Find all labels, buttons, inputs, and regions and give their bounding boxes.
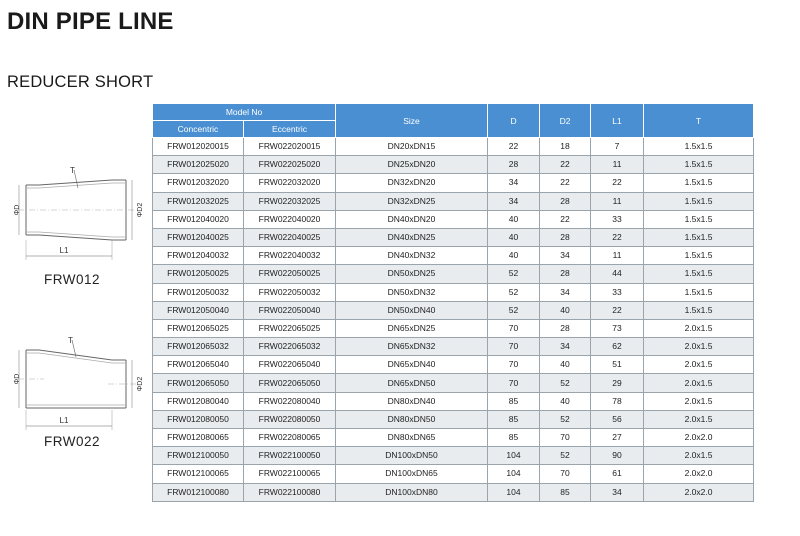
size-header: Size (336, 104, 488, 138)
cell-concentric: FRW012080065 (153, 429, 244, 447)
cell-d2: 70 (540, 465, 591, 483)
cell-size: DN65xDN25 (336, 319, 488, 337)
cell-concentric: FRW012050025 (153, 265, 244, 283)
l1-header: L1 (591, 104, 644, 138)
cell-eccentric: FRW022065040 (244, 356, 336, 374)
cell-eccentric: FRW022080065 (244, 429, 336, 447)
table-row (153, 465, 754, 483)
cell-d2: 52 (540, 447, 591, 465)
cell-t: 1.5x1.5 (644, 156, 754, 174)
cell-size: DN80xDN40 (336, 392, 488, 410)
cell-t: 2.0x1.5 (644, 338, 754, 356)
table-row (153, 338, 754, 356)
cell-l1: 34 (591, 483, 644, 501)
cell-l1: 61 (591, 465, 644, 483)
cell-size: DN80xDN65 (336, 429, 488, 447)
page-title: DIN PIPE LINE (7, 8, 174, 35)
length-label: L1 (59, 246, 69, 255)
cell-eccentric: FRW022050040 (244, 301, 336, 319)
cell-eccentric: FRW022065025 (244, 319, 336, 337)
cell-d2: 18 (540, 138, 591, 156)
cell-l1: 27 (591, 429, 644, 447)
cell-eccentric: FRW022100065 (244, 465, 336, 483)
cell-size: DN20xDN15 (336, 138, 488, 156)
cell-size: DN100xDN50 (336, 447, 488, 465)
cell-l1: 7 (591, 138, 644, 156)
cell-eccentric: FRW022050032 (244, 283, 336, 301)
cell-size: DN50xDN25 (336, 265, 488, 283)
cell-l1: 29 (591, 374, 644, 392)
cell-size: DN65xDN32 (336, 338, 488, 356)
cell-d2: 52 (540, 410, 591, 428)
eccentric-code-label: FRW022 (44, 434, 101, 449)
d2-header: D2 (540, 104, 591, 138)
cell-eccentric: FRW022080040 (244, 392, 336, 410)
cell-t: 1.5x1.5 (644, 247, 754, 265)
t-header: T (644, 104, 754, 138)
table-row (153, 429, 754, 447)
table-row (153, 247, 754, 265)
cell-t: 2.0x1.5 (644, 392, 754, 410)
cell-concentric: FRW012080040 (153, 392, 244, 410)
table-row (153, 156, 754, 174)
table-row (153, 210, 754, 228)
cell-concentric: FRW012100050 (153, 447, 244, 465)
cell-concentric: FRW012040020 (153, 210, 244, 228)
cell-t: 2.0x1.5 (644, 447, 754, 465)
cell-l1: 73 (591, 319, 644, 337)
diameter-label: ΦD (14, 373, 21, 385)
cell-size: DN50xDN32 (336, 283, 488, 301)
cell-d2: 28 (540, 265, 591, 283)
cell-size: DN65xDN50 (336, 374, 488, 392)
table-row (153, 356, 754, 374)
cell-d2: 85 (540, 483, 591, 501)
cell-concentric: FRW012080050 (153, 410, 244, 428)
diameter-2-label: ΦD2 (137, 376, 144, 392)
d-header: D (488, 104, 540, 138)
cell-l1: 78 (591, 392, 644, 410)
cell-d: 40 (488, 247, 540, 265)
table-row (153, 174, 754, 192)
cell-concentric: FRW012050040 (153, 301, 244, 319)
cell-d2: 28 (540, 228, 591, 246)
cell-d: 40 (488, 210, 540, 228)
cell-d: 104 (488, 447, 540, 465)
table-row (153, 301, 754, 319)
cell-size: DN65xDN40 (336, 356, 488, 374)
cell-eccentric: FRW022020015 (244, 138, 336, 156)
cell-eccentric: FRW022100080 (244, 483, 336, 501)
cell-t: 2.0x2.0 (644, 465, 754, 483)
cell-l1: 22 (591, 174, 644, 192)
cell-d: 52 (488, 265, 540, 283)
cell-t: 2.0x1.5 (644, 374, 754, 392)
table-row (153, 483, 754, 501)
cell-d2: 34 (540, 338, 591, 356)
cell-eccentric: FRW022065050 (244, 374, 336, 392)
cell-concentric: FRW012050032 (153, 283, 244, 301)
cell-t: 2.0x2.0 (644, 429, 754, 447)
length-label: L1 (59, 416, 69, 425)
cell-d2: 34 (540, 283, 591, 301)
cell-size: DN40xDN20 (336, 210, 488, 228)
cell-t: 2.0x1.5 (644, 410, 754, 428)
cell-concentric: FRW012032025 (153, 192, 244, 210)
cell-d: 70 (488, 319, 540, 337)
concentric-header: Concentric (153, 121, 244, 138)
cell-d2: 40 (540, 301, 591, 319)
cell-size: DN32xDN20 (336, 174, 488, 192)
cell-eccentric: FRW022065032 (244, 338, 336, 356)
cell-t: 1.5x1.5 (644, 174, 754, 192)
cell-d: 104 (488, 483, 540, 501)
cell-d: 70 (488, 374, 540, 392)
cell-d: 22 (488, 138, 540, 156)
cell-l1: 56 (591, 410, 644, 428)
eccentric-header: Eccentric (244, 121, 336, 138)
table-row (153, 447, 754, 465)
cell-l1: 22 (591, 301, 644, 319)
cell-concentric: FRW012040032 (153, 247, 244, 265)
cell-concentric: FRW012065025 (153, 319, 244, 337)
cell-d2: 28 (540, 319, 591, 337)
cell-d: 70 (488, 356, 540, 374)
section-subtitle: REDUCER SHORT (7, 73, 154, 91)
cell-l1: 33 (591, 283, 644, 301)
cell-eccentric: FRW022050025 (244, 265, 336, 283)
cell-d: 34 (488, 174, 540, 192)
table-row (153, 374, 754, 392)
cell-t: 1.5x1.5 (644, 192, 754, 210)
cell-eccentric: FRW022032020 (244, 174, 336, 192)
cell-eccentric: FRW022100050 (244, 447, 336, 465)
table-row (153, 265, 754, 283)
model-no-header: Model No (153, 104, 336, 121)
table-row (153, 410, 754, 428)
thickness-label: T (70, 166, 75, 175)
cell-d2: 28 (540, 192, 591, 210)
cell-t: 1.5x1.5 (644, 265, 754, 283)
cell-eccentric: FRW022032025 (244, 192, 336, 210)
cell-d: 52 (488, 301, 540, 319)
cell-t: 1.5x1.5 (644, 283, 754, 301)
cell-concentric: FRW012100080 (153, 483, 244, 501)
cell-t: 1.5x1.5 (644, 138, 754, 156)
cell-eccentric: FRW022025020 (244, 156, 336, 174)
cell-concentric: FRW012065032 (153, 338, 244, 356)
cell-d2: 22 (540, 210, 591, 228)
cell-eccentric: FRW022040025 (244, 228, 336, 246)
reducer-spec-table (152, 103, 754, 502)
table-row (153, 228, 754, 246)
cell-t: 2.0x1.5 (644, 356, 754, 374)
diameter-2-label: ΦD2 (137, 202, 144, 218)
concentric-reducer-drawing (4, 160, 144, 260)
cell-d: 34 (488, 192, 540, 210)
cell-concentric: FRW012100065 (153, 465, 244, 483)
cell-size: DN32xDN25 (336, 192, 488, 210)
cell-t: 2.0x1.5 (644, 319, 754, 337)
table-row (153, 138, 754, 156)
cell-l1: 90 (591, 447, 644, 465)
cell-concentric: FRW012020015 (153, 138, 244, 156)
cell-size: DN100xDN65 (336, 465, 488, 483)
cell-eccentric: FRW022040020 (244, 210, 336, 228)
cell-d: 85 (488, 392, 540, 410)
cell-d: 85 (488, 410, 540, 428)
cell-l1: 22 (591, 228, 644, 246)
cell-d2: 40 (540, 392, 591, 410)
cell-eccentric: FRW022080050 (244, 410, 336, 428)
cell-eccentric: FRW022040032 (244, 247, 336, 265)
cell-d: 52 (488, 283, 540, 301)
table-row (153, 283, 754, 301)
cell-size: DN100xDN80 (336, 483, 488, 501)
cell-size: DN50xDN40 (336, 301, 488, 319)
cell-l1: 11 (591, 192, 644, 210)
cell-d: 85 (488, 429, 540, 447)
cell-d: 104 (488, 465, 540, 483)
cell-size: DN40xDN32 (336, 247, 488, 265)
cell-d: 28 (488, 156, 540, 174)
cell-l1: 51 (591, 356, 644, 374)
cell-l1: 33 (591, 210, 644, 228)
cell-l1: 62 (591, 338, 644, 356)
cell-concentric: FRW012065050 (153, 374, 244, 392)
diameter-label: ΦD (14, 204, 21, 216)
cell-d2: 70 (540, 429, 591, 447)
table-row (153, 192, 754, 210)
cell-concentric: FRW012025020 (153, 156, 244, 174)
table-row (153, 319, 754, 337)
cell-d: 40 (488, 228, 540, 246)
cell-concentric: FRW012032020 (153, 174, 244, 192)
cell-l1: 44 (591, 265, 644, 283)
thickness-label: T (68, 336, 73, 345)
concentric-code-label: FRW012 (44, 272, 101, 287)
cell-concentric: FRW012065040 (153, 356, 244, 374)
table-row (153, 392, 754, 410)
cell-t: 1.5x1.5 (644, 228, 754, 246)
cell-t: 1.5x1.5 (644, 210, 754, 228)
cell-d2: 40 (540, 356, 591, 374)
cell-d2: 52 (540, 374, 591, 392)
cell-size: DN40xDN25 (336, 228, 488, 246)
cell-concentric: FRW012040025 (153, 228, 244, 246)
cell-l1: 11 (591, 156, 644, 174)
cell-t: 1.5x1.5 (644, 301, 754, 319)
cell-l1: 11 (591, 247, 644, 265)
cell-size: DN25xDN20 (336, 156, 488, 174)
cell-t: 2.0x2.0 (644, 483, 754, 501)
cell-d: 70 (488, 338, 540, 356)
cell-d2: 22 (540, 156, 591, 174)
cell-d2: 22 (540, 174, 591, 192)
eccentric-reducer-drawing (4, 330, 144, 430)
cell-size: DN80xDN50 (336, 410, 488, 428)
cell-d2: 34 (540, 247, 591, 265)
